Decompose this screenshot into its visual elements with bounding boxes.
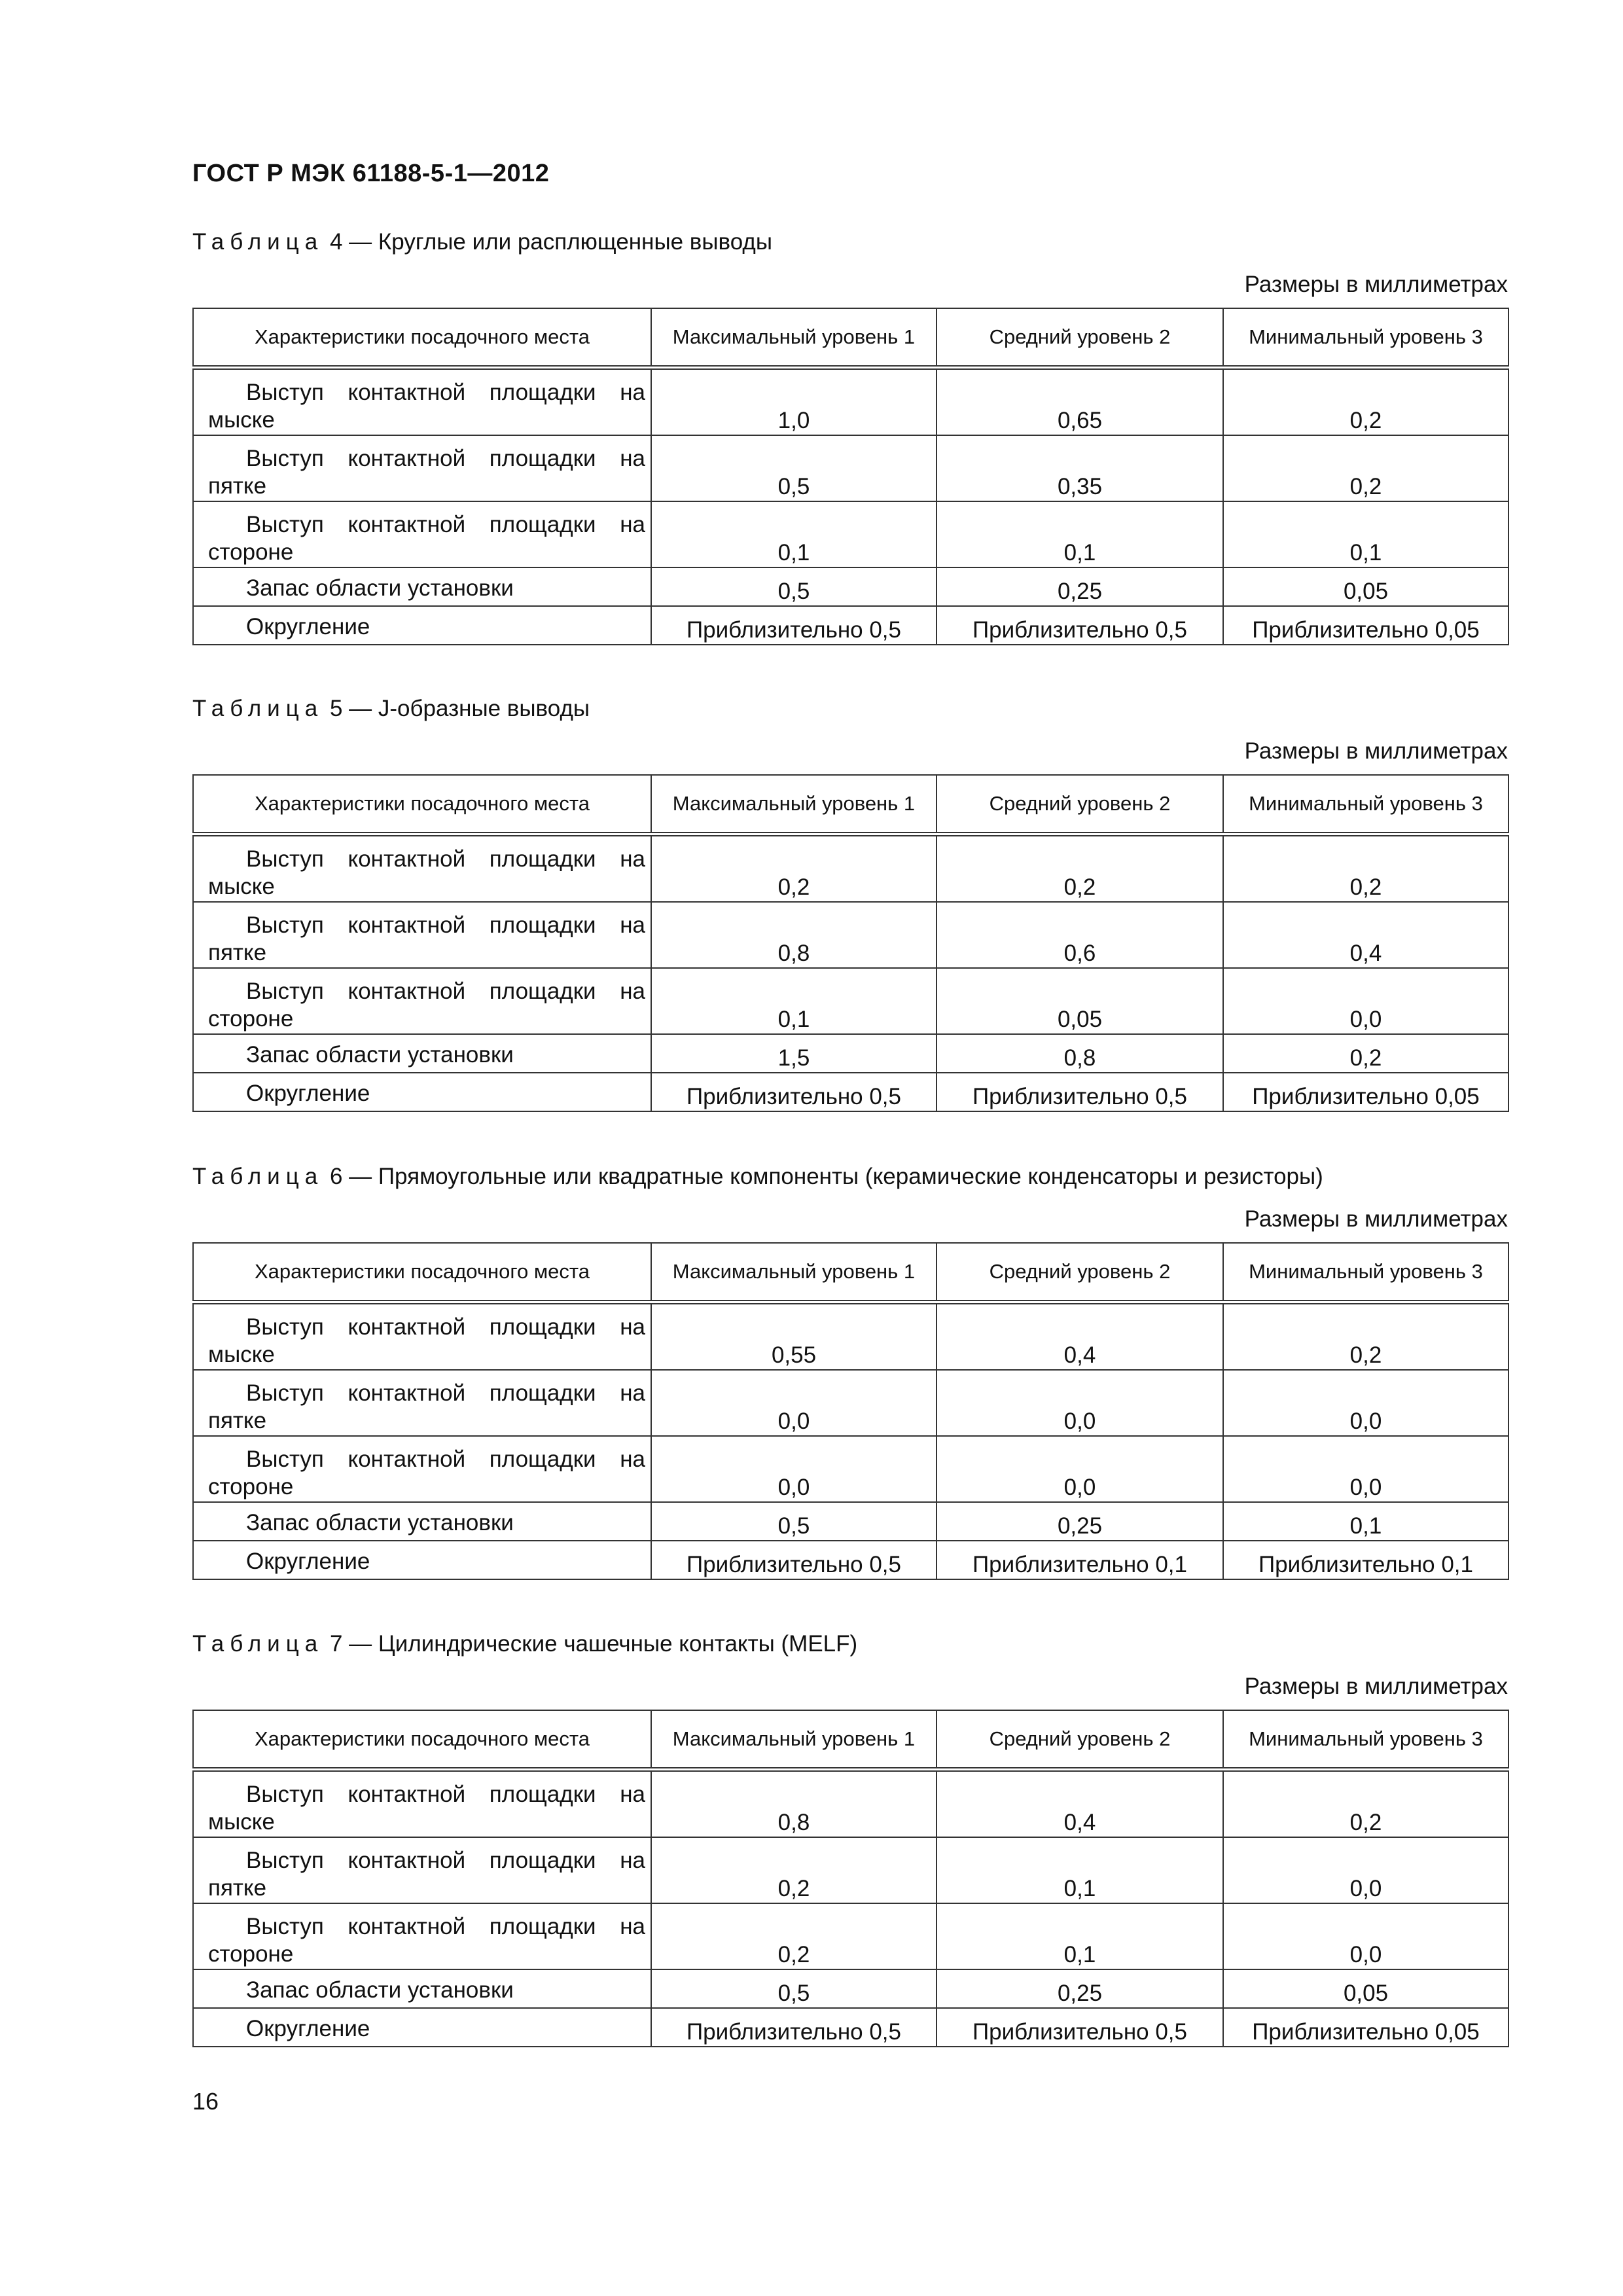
value-cell: Приблизительно 0,05 xyxy=(1223,1073,1508,1111)
row-label-word: контактной xyxy=(348,380,466,405)
table-row xyxy=(193,902,1508,968)
table-caption-prefix: Таблица xyxy=(192,696,324,721)
column-header: Характеристики посадочного места xyxy=(193,308,651,368)
value-cell: 0,2 xyxy=(1223,368,1508,436)
value-cell: 0,2 xyxy=(1223,1302,1508,1371)
row-label-word: на xyxy=(620,1446,645,1472)
value-cell: 0,1 xyxy=(936,1903,1223,1969)
row-label-word: контактной xyxy=(348,912,466,938)
value-cell: 0,05 xyxy=(1223,1969,1508,2008)
value-cell: Приблизительно 0,1 xyxy=(1223,1541,1508,1579)
column-header: Средний уровень 2 xyxy=(936,1243,1223,1302)
row-label-cell xyxy=(193,1903,651,1969)
row-label-second-line: пятке xyxy=(208,1875,267,1901)
value-cell: 0,2 xyxy=(1223,435,1508,501)
table-row xyxy=(193,1073,1508,1111)
column-header: Средний уровень 2 xyxy=(936,308,1223,368)
value-cell: 0,4 xyxy=(936,1770,1223,1838)
row-label-cell: Запас области установки xyxy=(193,1969,651,2008)
row-label-word: Выступ xyxy=(246,846,324,872)
row-label-word: площадки xyxy=(489,446,596,471)
value-cell: Приблизительно 0,5 xyxy=(651,1073,936,1111)
row-label-word: площадки xyxy=(489,1848,596,1873)
value-cell: 0,8 xyxy=(651,902,936,968)
table-caption-prefix: Таблица xyxy=(192,229,324,255)
row-label-word: площадки xyxy=(489,978,596,1004)
value-cell: 0,05 xyxy=(936,968,1223,1034)
row-label-cell xyxy=(193,501,651,567)
row-label-first-line xyxy=(208,912,645,939)
table-caption xyxy=(192,689,1508,728)
value-cell: Приблизительно 0,05 xyxy=(1223,606,1508,645)
row-label-cell xyxy=(193,1302,651,1371)
value-cell: 0,0 xyxy=(651,1370,936,1436)
row-label-word: на xyxy=(620,846,645,872)
row-label-cell xyxy=(193,968,651,1034)
table-row xyxy=(193,1541,1508,1579)
value-cell: 0,0 xyxy=(1223,1370,1508,1436)
column-header: Максимальный уровень 1 xyxy=(651,1710,936,1770)
table-caption xyxy=(192,223,1508,262)
row-label-word: контактной xyxy=(348,978,466,1004)
table-row xyxy=(193,435,1508,501)
value-cell: Приблизительно 0,5 xyxy=(936,2008,1223,2047)
table-row xyxy=(193,1302,1508,1371)
row-label-second-line: мыске xyxy=(208,407,275,433)
table-row xyxy=(193,1770,1508,1838)
row-label-word: на xyxy=(620,446,645,471)
data-table xyxy=(192,1242,1509,1580)
row-label-word: контактной xyxy=(348,446,466,471)
table-caption-text: 6 — Прямоугольные или квадратные компоненты (керамические конденсаторы и резисторы) xyxy=(329,1164,1323,1189)
table-row xyxy=(193,834,1508,903)
row-label-word: Выступ xyxy=(246,1848,324,1873)
row-label-word: площадки xyxy=(489,512,596,537)
row-label-second-line: пятке xyxy=(208,473,267,499)
table-caption-text: 5 — J-образные выводы xyxy=(329,696,590,721)
row-label-cell xyxy=(193,435,651,501)
units-note: Размеры в миллиметрах xyxy=(1244,738,1508,764)
row-label-word: на xyxy=(620,1380,645,1406)
table-header-row xyxy=(193,308,1508,368)
table-row xyxy=(193,968,1508,1034)
value-cell: Приблизительно 0,5 xyxy=(651,606,936,645)
column-header: Характеристики посадочного места xyxy=(193,1710,651,1770)
row-label-first-line xyxy=(208,445,645,473)
table-header-row xyxy=(193,775,1508,834)
value-cell: 0,5 xyxy=(651,1969,936,2008)
value-cell: 0,4 xyxy=(1223,902,1508,968)
row-label-cell: Запас области установки xyxy=(193,1502,651,1541)
table-row xyxy=(193,1969,1508,2008)
value-cell: 0,2 xyxy=(651,834,936,903)
column-header: Максимальный уровень 1 xyxy=(651,1243,936,1302)
row-label-second-line: пятке xyxy=(208,1408,267,1433)
column-header: Максимальный уровень 1 xyxy=(651,775,936,834)
table-row xyxy=(193,1034,1508,1073)
row-label-second-line: пятке xyxy=(208,940,267,965)
row-label-cell: Округление xyxy=(193,606,651,645)
table-row xyxy=(193,1436,1508,1502)
value-cell: 0,65 xyxy=(936,368,1223,436)
value-cell: 0,0 xyxy=(1223,1436,1508,1502)
table-row xyxy=(193,2008,1508,2047)
column-header: Средний уровень 2 xyxy=(936,775,1223,834)
row-label-second-line: стороне xyxy=(208,1474,294,1499)
row-label-word: площадки xyxy=(489,380,596,405)
document-code-header: ГОСТ Р МЭК 61188-5-1—2012 xyxy=(192,160,550,187)
row-label-word: на xyxy=(620,1314,645,1340)
value-cell: Приблизительно 0,5 xyxy=(651,1541,936,1579)
value-cell: 0,6 xyxy=(936,902,1223,968)
row-label-word: контактной xyxy=(348,1380,466,1406)
row-label-word: площадки xyxy=(489,846,596,872)
row-label-word: на xyxy=(620,912,645,938)
row-label-word: контактной xyxy=(348,1848,466,1873)
value-cell: Приблизительно 0,5 xyxy=(936,606,1223,645)
value-cell: 0,1 xyxy=(1223,1502,1508,1541)
row-label-word: на xyxy=(620,1914,645,1939)
row-label-word: на xyxy=(620,512,645,537)
row-label-cell: Запас области установки xyxy=(193,1034,651,1073)
table-block xyxy=(192,1157,1508,1580)
row-label-word: Выступ xyxy=(246,380,324,405)
row-label-cell xyxy=(193,902,651,968)
row-label-word: Выступ xyxy=(246,1446,324,1472)
row-label-first-line xyxy=(208,1913,645,1941)
row-label-word: Выступ xyxy=(246,1914,324,1939)
row-label-first-line xyxy=(208,1314,645,1341)
row-label-second-line: мыске xyxy=(208,1342,275,1367)
row-label-cell: Округление xyxy=(193,1541,651,1579)
table-caption-text: 7 — Цилиндрические чашечные контакты (MELF) xyxy=(329,1631,858,1657)
value-cell: 0,0 xyxy=(1223,1903,1508,1969)
value-cell: Приблизительно 0,1 xyxy=(936,1541,1223,1579)
table-row xyxy=(193,567,1508,606)
row-label-first-line xyxy=(208,379,645,406)
table-caption-prefix: Таблица xyxy=(192,1164,324,1189)
row-label-word: площадки xyxy=(489,1446,596,1472)
row-label-cell: Округление xyxy=(193,2008,651,2047)
table-row xyxy=(193,606,1508,645)
row-label-word: площадки xyxy=(489,1914,596,1939)
page-number: 16 xyxy=(192,2088,219,2115)
row-label-word: контактной xyxy=(348,846,466,872)
value-cell: 0,1 xyxy=(651,501,936,567)
value-cell: 0,5 xyxy=(651,567,936,606)
row-label-word: Выступ xyxy=(246,446,324,471)
row-label-word: Выступ xyxy=(246,978,324,1004)
row-label-word: контактной xyxy=(348,1914,466,1939)
row-label-cell xyxy=(193,1436,651,1502)
row-label-word: на xyxy=(620,1782,645,1807)
row-label-first-line xyxy=(208,978,645,1005)
row-label-first-line xyxy=(208,1446,645,1473)
column-header: Минимальный уровень 3 xyxy=(1223,308,1508,368)
value-cell: 0,0 xyxy=(936,1436,1223,1502)
value-cell: 0,25 xyxy=(936,1969,1223,2008)
table-block xyxy=(192,223,1508,645)
table-row xyxy=(193,1370,1508,1436)
value-cell: 0,0 xyxy=(651,1436,936,1502)
value-cell: 0,5 xyxy=(651,1502,936,1541)
row-label-word: площадки xyxy=(489,1782,596,1807)
row-label-word: площадки xyxy=(489,912,596,938)
row-label-word: Выступ xyxy=(246,1314,324,1340)
row-label-second-line: мыске xyxy=(208,1809,275,1835)
row-label-cell xyxy=(193,834,651,903)
row-label-first-line xyxy=(208,1847,645,1874)
row-label-cell: Запас области установки xyxy=(193,567,651,606)
value-cell: 0,8 xyxy=(936,1034,1223,1073)
row-label-second-line: стороне xyxy=(208,1006,294,1031)
value-cell: Приблизительно 0,5 xyxy=(936,1073,1223,1111)
table-row xyxy=(193,501,1508,567)
value-cell: 0,1 xyxy=(936,501,1223,567)
table-row xyxy=(193,368,1508,436)
row-label-word: площадки xyxy=(489,1314,596,1340)
row-label-word: контактной xyxy=(348,1782,466,1807)
value-cell: 0,25 xyxy=(936,567,1223,606)
row-label-word: контактной xyxy=(348,1446,466,1472)
row-label-cell xyxy=(193,1370,651,1436)
value-cell: 0,1 xyxy=(1223,501,1508,567)
units-note: Размеры в миллиметрах xyxy=(1244,1674,1508,1699)
table-header-row xyxy=(193,1243,1508,1302)
value-cell: 0,5 xyxy=(651,435,936,501)
value-cell: Приблизительно 0,5 xyxy=(651,2008,936,2047)
value-cell: 0,55 xyxy=(651,1302,936,1371)
value-cell: 0,1 xyxy=(936,1837,1223,1903)
value-cell: 0,0 xyxy=(1223,968,1508,1034)
column-header: Средний уровень 2 xyxy=(936,1710,1223,1770)
value-cell: 0,4 xyxy=(936,1302,1223,1371)
value-cell: 0,0 xyxy=(1223,1837,1508,1903)
row-label-second-line: стороне xyxy=(208,1941,294,1967)
value-cell: 0,2 xyxy=(1223,1770,1508,1838)
row-label-word: Выступ xyxy=(246,1380,324,1406)
row-label-second-line: мыске xyxy=(208,874,275,899)
row-label-word: контактной xyxy=(348,512,466,537)
table-caption-text: 4 — Круглые или расплющенные выводы xyxy=(329,229,773,255)
row-label-first-line xyxy=(208,846,645,873)
data-table xyxy=(192,308,1509,645)
units-note: Размеры в миллиметрах xyxy=(1244,272,1508,297)
value-cell: 0,25 xyxy=(936,1502,1223,1541)
column-header: Максимальный уровень 1 xyxy=(651,308,936,368)
row-label-cell: Округление xyxy=(193,1073,651,1111)
row-label-first-line xyxy=(208,1380,645,1407)
row-label-cell xyxy=(193,1837,651,1903)
row-label-word: на xyxy=(620,1848,645,1873)
table-row xyxy=(193,1502,1508,1541)
value-cell: 0,0 xyxy=(936,1370,1223,1436)
value-cell: 0,35 xyxy=(936,435,1223,501)
value-cell: 1,0 xyxy=(651,368,936,436)
data-table xyxy=(192,1710,1509,2047)
value-cell: 1,5 xyxy=(651,1034,936,1073)
column-header: Минимальный уровень 3 xyxy=(1223,1710,1508,1770)
column-header: Минимальный уровень 3 xyxy=(1223,1243,1508,1302)
row-label-first-line xyxy=(208,1781,645,1808)
table-header-row xyxy=(193,1710,1508,1770)
value-cell: 0,2 xyxy=(936,834,1223,903)
table-block xyxy=(192,689,1508,1112)
units-note: Размеры в миллиметрах xyxy=(1244,1206,1508,1232)
row-label-word: на xyxy=(620,978,645,1004)
table-row xyxy=(193,1903,1508,1969)
value-cell: 0,2 xyxy=(1223,1034,1508,1073)
column-header: Характеристики посадочного места xyxy=(193,775,651,834)
row-label-first-line xyxy=(208,511,645,539)
row-label-word: на xyxy=(620,380,645,405)
table-block xyxy=(192,1624,1508,2047)
row-label-word: Выступ xyxy=(246,1782,324,1807)
table-caption xyxy=(192,1157,1508,1196)
column-header: Минимальный уровень 3 xyxy=(1223,775,1508,834)
value-cell: 0,2 xyxy=(1223,834,1508,903)
row-label-word: Выступ xyxy=(246,912,324,938)
row-label-word: площадки xyxy=(489,1380,596,1406)
value-cell: 0,1 xyxy=(651,968,936,1034)
data-table xyxy=(192,774,1509,1112)
table-row xyxy=(193,1837,1508,1903)
row-label-word: контактной xyxy=(348,1314,466,1340)
row-label-second-line: стороне xyxy=(208,539,294,565)
row-label-word: Выступ xyxy=(246,512,324,537)
column-header: Характеристики посадочного места xyxy=(193,1243,651,1302)
value-cell: 0,8 xyxy=(651,1770,936,1838)
value-cell: 0,2 xyxy=(651,1903,936,1969)
table-caption-prefix: Таблица xyxy=(192,1631,324,1657)
value-cell: 0,05 xyxy=(1223,567,1508,606)
table-caption xyxy=(192,1624,1508,1664)
value-cell: Приблизительно 0,05 xyxy=(1223,2008,1508,2047)
row-label-cell xyxy=(193,1770,651,1838)
row-label-cell xyxy=(193,368,651,436)
value-cell: 0,2 xyxy=(651,1837,936,1903)
